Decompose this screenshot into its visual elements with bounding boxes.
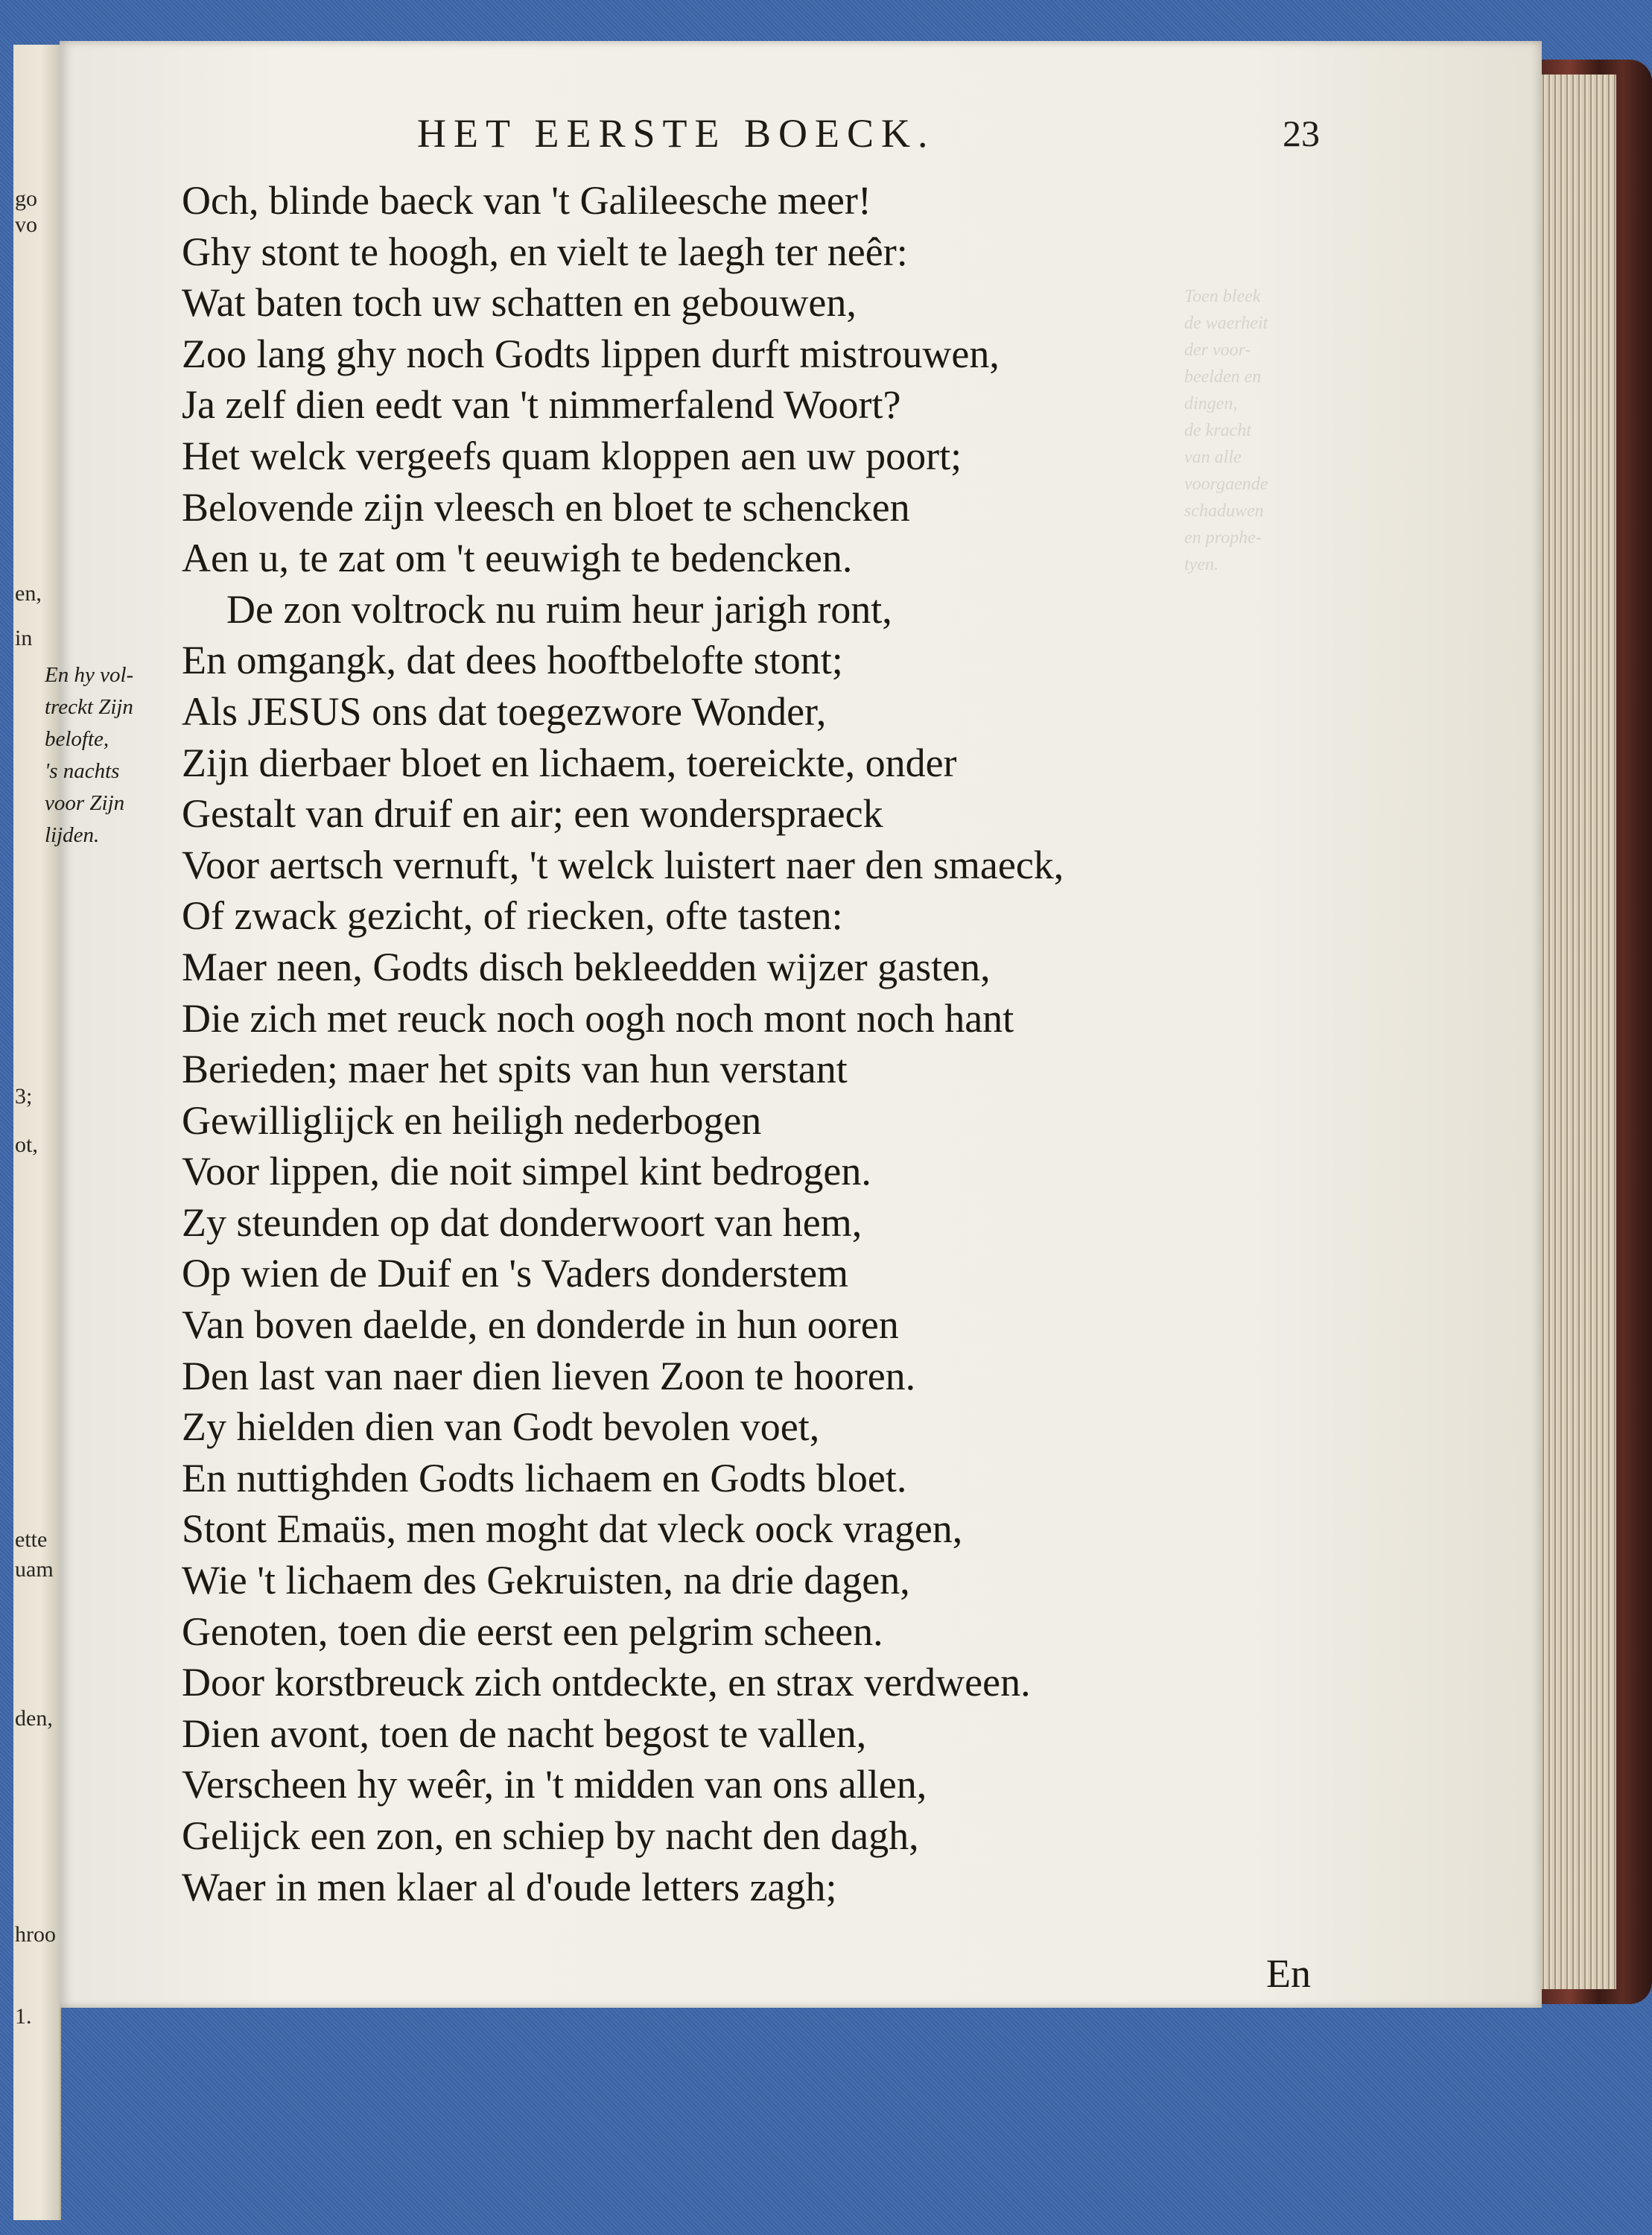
show-through-line: der voor- (1184, 340, 1251, 360)
facing-page-fragment: ot, (15, 1132, 38, 1157)
poem-line: Aen u, te zat om 't eeuwigh te bedencken. (182, 536, 853, 581)
poem-line: Door korstbreuck zich ontdeckte, en strax verdween. (182, 1660, 1031, 1705)
show-through-line: van alle (1184, 448, 1242, 467)
poem-line: En omgangk, dat dees hooftbelofte stont; (182, 638, 843, 683)
facing-page-fragment: den, (15, 1706, 53, 1731)
marginal-note-line: lijden. (45, 823, 100, 847)
poem-line: Belovende zijn vleesch en bloet te schencken (182, 484, 910, 530)
show-through-line: de kracht (1184, 421, 1251, 440)
poem-line: Ja zelf dien eedt van 't nimmerfalend Woort? (182, 382, 901, 428)
page-number: 23 (1283, 112, 1320, 154)
show-through-line: dingen, (1184, 394, 1238, 413)
marginal-note-line: En hy vol- (45, 663, 134, 687)
poem-line: Berieden; maer het spits van hun verstant (182, 1047, 848, 1092)
facing-page-fragment: uam (15, 1557, 54, 1582)
poem-line: Zy hielden dien van Godt bevolen voet, (182, 1404, 820, 1450)
facing-page-fragment: hroo (15, 1922, 56, 1947)
catchword: En (1266, 1951, 1311, 1996)
poem-line: Zijn dierbaer bloet en lichaem, toereickte, onder (182, 740, 957, 785)
poem-line: Waer in men klaer al d'oude letters zagh; (182, 1864, 837, 1909)
facing-page-fragment: 1. (15, 2004, 32, 2029)
show-through-line: voorgaende (1184, 475, 1268, 494)
running-title: HET EERSTE BOECK. (417, 111, 935, 156)
poem-line: Gelijck een zon, en schiep by nacht den dagh, (182, 1813, 919, 1858)
facing-page-fragment: 3; (15, 1084, 33, 1109)
poem-line: Zoo lang ghy noch Godts lippen durft mistrouwen, (182, 331, 1000, 376)
poem-line: Dien avont, toen de nacht begost te vallen, (182, 1711, 867, 1756)
poem-line: Die zich met reuck noch oogh noch mont noch hant (182, 995, 1014, 1041)
poem-line: Voor aertsch vernuft, 't welck luistert naer den smaeck, (182, 842, 1064, 887)
poem-line: Of zwack gezicht, of riecken, ofte tasten: (182, 893, 843, 939)
poem-line: Van boven daelde, en donderde in hun ooren (182, 1302, 899, 1348)
facing-page-fragment: ette (15, 1527, 48, 1552)
marginal-note-line: 's nachts (45, 759, 120, 783)
poem-line: De zon voltrock nu ruim heur jarigh ront, (226, 586, 892, 632)
show-through-line: beelden en (1184, 367, 1262, 387)
poem-line: En nuttighden Godts lichaem en Godts bloet. (182, 1455, 907, 1500)
show-through-line: en prophe- (1184, 528, 1262, 548)
facing-page-edge (13, 45, 61, 2220)
poem-text (182, 175, 1344, 1912)
poem-line: Ghy stont te hoogh, en vielt te laegh ter neêr: (182, 229, 908, 274)
poem-line: Wat baten toch uw schatten en gebouwen, (182, 280, 857, 326)
poem-line: Op wien de Duif en 's Vaders donderstem (182, 1251, 849, 1296)
poem-line: Het welck vergeefs quam kloppen aen uw poort; (182, 433, 962, 478)
marginal-note-line: treckt Zijn (45, 695, 133, 719)
show-through-line: tyen. (1184, 555, 1219, 574)
show-through-line: schaduwen (1184, 501, 1264, 521)
page-stack-edge (1534, 74, 1616, 1989)
poem-line: Zy steunden op dat donderwoort van hem, (182, 1199, 862, 1245)
facing-page-fragment: in (15, 626, 33, 650)
marginal-note-line: voor Zijn (45, 791, 125, 815)
facing-page-fragment: go (15, 186, 37, 211)
poem-line: Den last van naer dien lieven Zoon te hooren. (182, 1353, 916, 1398)
poem-line: Als JESUS ons dat toegezwore Wonder, (182, 688, 827, 734)
poem-line: Wie 't lichaem des Gekruisten, na drie dagen, (182, 1558, 910, 1603)
poem-line: Stont Emaüs, men moght dat vleck oock vragen, (182, 1506, 963, 1552)
poem-line: Genoten, toen die eerst een pelgrim scheen. (182, 1608, 883, 1654)
facing-page-fragment: vo (15, 212, 37, 237)
marginal-note (45, 659, 171, 852)
poem-line: Maer neen, Godts disch bekleedden wijzer gasten, (182, 944, 991, 989)
poem-line: Gestalt van druif en air; een wonderspraeck (182, 791, 883, 837)
show-through-line: Toen bleek (1184, 287, 1261, 306)
poem-line: Och, blinde baeck van 't Galileesche meer! (182, 178, 871, 223)
marginal-note-line: belofte, (45, 727, 109, 751)
poem-line: Verscheen hy weêr, in 't midden van ons allen, (182, 1762, 927, 1807)
show-through-line: de waerheit (1184, 314, 1268, 333)
facing-page-fragment: en, (15, 581, 42, 606)
poem-line: Gewilliglijck en heiligh nederbogen (182, 1097, 762, 1143)
poem-line: Voor lippen, die noit simpel kint bedrogen. (182, 1149, 871, 1194)
